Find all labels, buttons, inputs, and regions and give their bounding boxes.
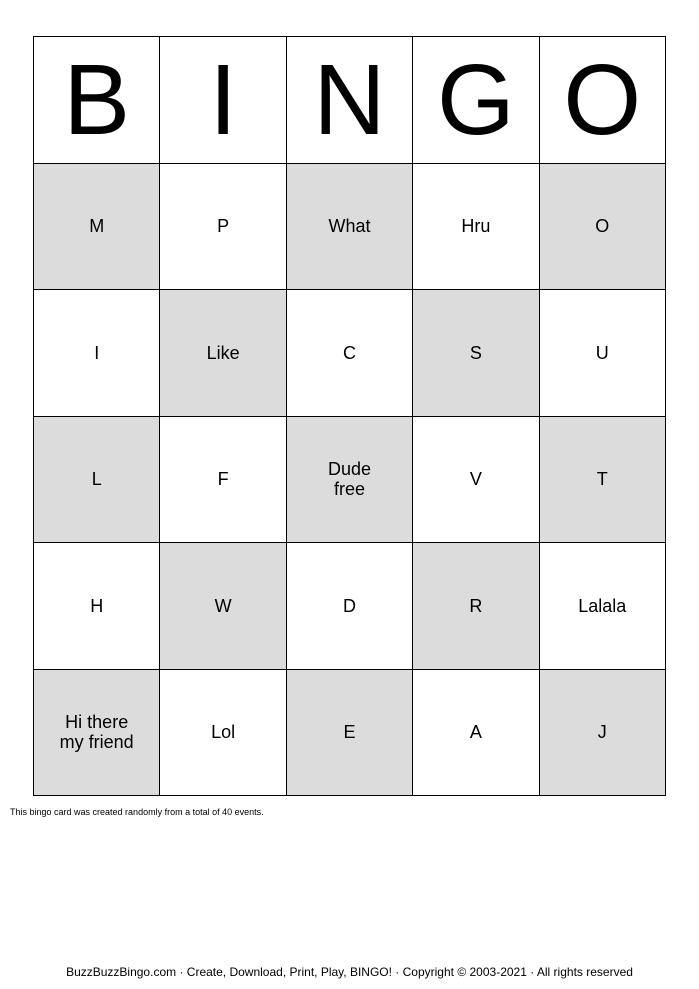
bingo-cell: E	[287, 670, 413, 797]
bingo-cell: V	[413, 417, 539, 544]
bingo-cell: Hi there my friend	[34, 670, 160, 797]
bingo-cell: Dude free	[287, 417, 413, 544]
bingo-cell: S	[413, 290, 539, 417]
bingo-cell: O	[540, 164, 666, 291]
card-generation-note: This bingo card was created randomly from a total of 40 events.	[10, 807, 264, 817]
bingo-cell: U	[540, 290, 666, 417]
bingo-cell: Lol	[160, 670, 286, 797]
bingo-cell: C	[287, 290, 413, 417]
bingo-cell: T	[540, 417, 666, 544]
header-letter-n: N	[287, 37, 413, 164]
bingo-cell: Lalala	[540, 543, 666, 670]
bingo-cell: H	[34, 543, 160, 670]
bingo-cell: W	[160, 543, 286, 670]
header-letter-o: O	[540, 37, 666, 164]
bingo-card	[33, 36, 666, 796]
bingo-cell: P	[160, 164, 286, 291]
header-letter-i: I	[160, 37, 286, 164]
bingo-cell: F	[160, 417, 286, 544]
bingo-cell: I	[34, 290, 160, 417]
bingo-cell: R	[413, 543, 539, 670]
header-letter-b: B	[34, 37, 160, 164]
footer-copyright: BuzzBuzzBingo.com · Create, Download, Print, Play, BINGO! · Copyright © 2003-2021 · All rights reserved	[66, 965, 633, 979]
bingo-cell: Like	[160, 290, 286, 417]
bingo-cell: J	[540, 670, 666, 797]
bingo-cell: Hru	[413, 164, 539, 291]
header-letter-g: G	[413, 37, 539, 164]
bingo-cell: A	[413, 670, 539, 797]
bingo-cell: L	[34, 417, 160, 544]
bingo-cell: What	[287, 164, 413, 291]
bingo-cell: D	[287, 543, 413, 670]
bingo-cell: M	[34, 164, 160, 291]
